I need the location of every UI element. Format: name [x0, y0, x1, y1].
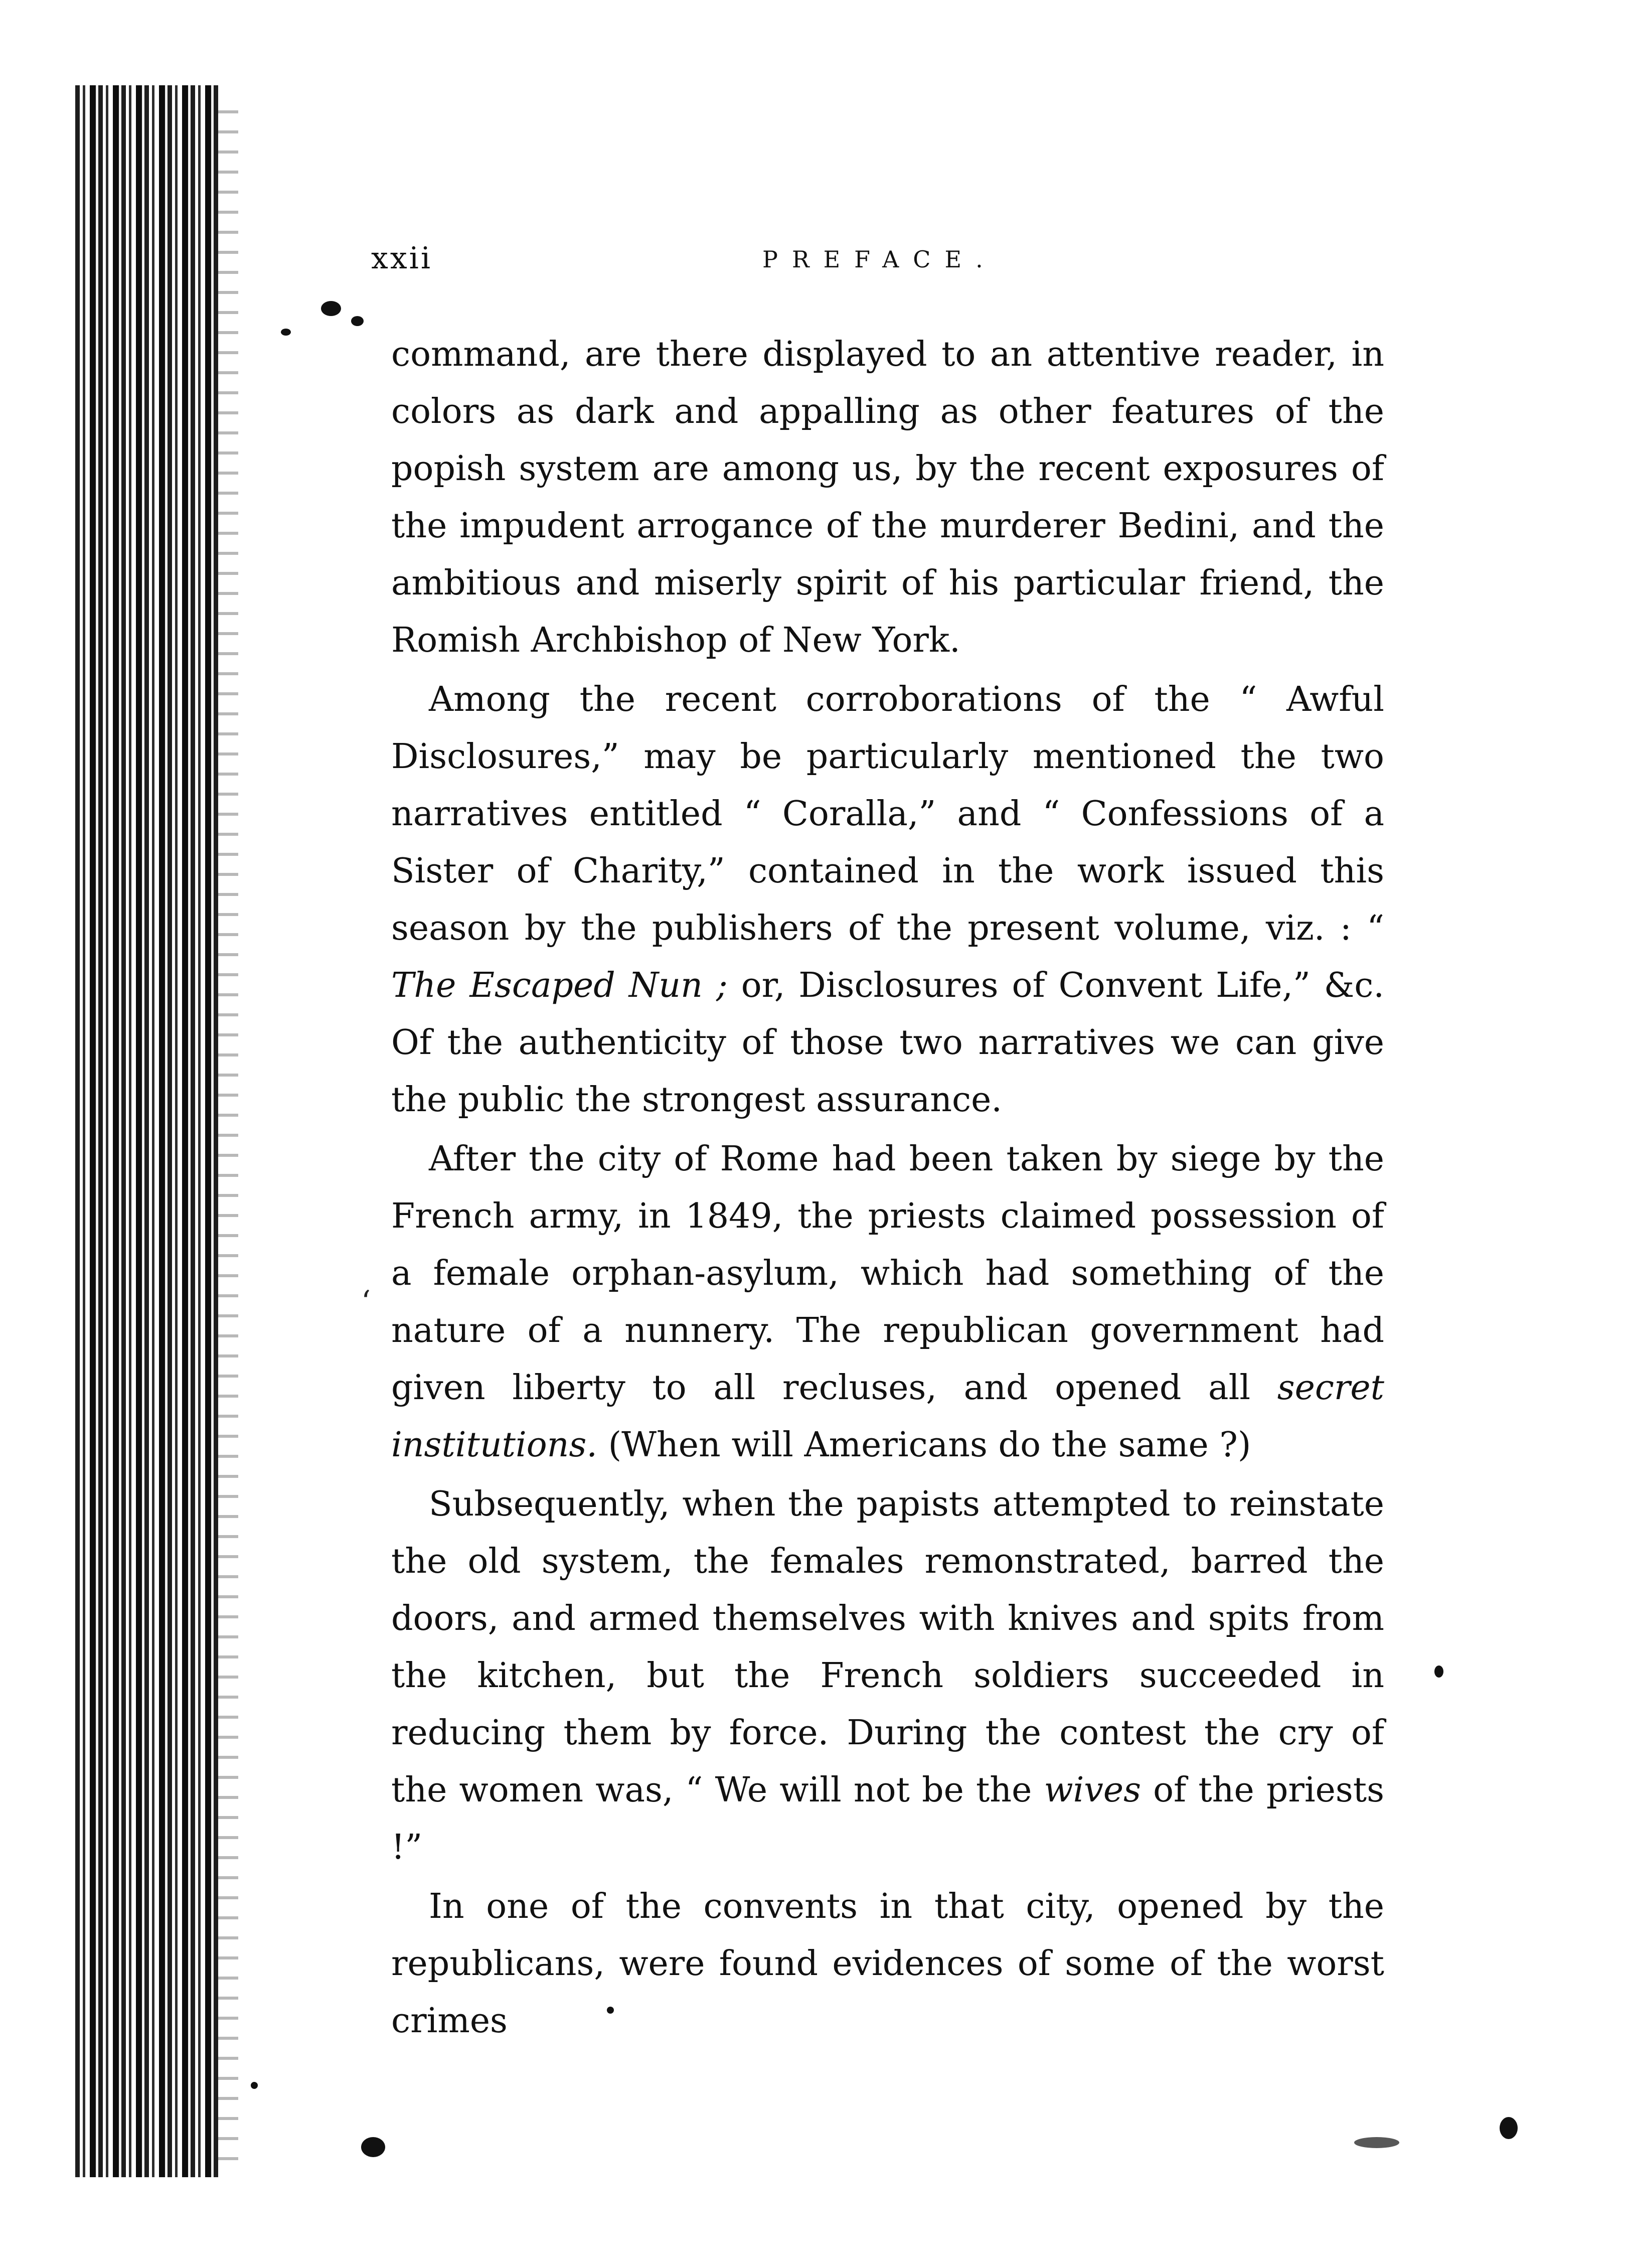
ink-speck	[351, 316, 364, 326]
text-run: After the city of Rome had been taken by siege by the French army, in 1849, the priests claimed possession of a female orphan-asylum, which had something of the nature of a nunnery. The republican government had given liberty to all recluses, and opened all	[391, 1139, 1384, 1408]
page-number: xxii	[371, 241, 433, 276]
italic-text: The Escaped Nun ;	[391, 966, 728, 1005]
text-run: or, Disclosures of Convent Life,” &c. Of the authenticity of those two narratives we can give the public the strongest assurance.	[391, 966, 1385, 1120]
ink-speck	[1354, 2137, 1399, 2148]
binding-edge-texture	[218, 110, 238, 2167]
text-run: In one of the convents in that city, opened by the republicans, were found evidences of some of the worst crimes	[391, 1887, 1384, 2041]
paragraph	[391, 1131, 1384, 1474]
ink-speck	[321, 301, 341, 316]
ink-speck	[1500, 2117, 1518, 2139]
body-text	[391, 326, 1384, 2052]
paragraph	[391, 326, 1384, 669]
page-header	[371, 241, 1434, 286]
ink-speck	[281, 329, 291, 336]
text-run: Among the recent corroborations of the “ Awful Disclosures,” may be particularly mentioned the two narratives entitled “ Coralla,” and “ Confessions of a Sister of Charity,” contained in the work issued this season by the publishers of the present volume, viz. : “	[391, 680, 1384, 948]
margin-mark: ‘	[361, 1284, 371, 1319]
running-head: PREFACE.	[762, 246, 997, 273]
text-run: (When will Americans do the same ?)	[597, 1425, 1251, 1465]
text-run: of the priests !”	[391, 1770, 1384, 1867]
ink-speck	[361, 2137, 385, 2157]
text-run: Subsequently, when the papists attempted to reinstate the old system, the females remonstrated, barred the doors, and armed themselves with knives and spits from the kitchen, but the French soldiers succeeded in reducing them by force. During the contest the cry of the women was, “ We will not be the	[391, 1484, 1384, 1810]
paragraph	[391, 1878, 1384, 2050]
italic-text: wives	[1044, 1770, 1141, 1810]
paragraph	[391, 671, 1384, 1129]
italic-text: secret institutions.	[391, 1368, 1384, 1465]
paragraph	[391, 1476, 1384, 1876]
text-run: command, are there displayed to an attentive reader, in colors as dark and appalling as other features of the popish system are among us, by the recent exposures of the impudent arrogance of the murderer Bedini, and the ambitious and miserly spirit of his particular friend, the Romish Archbishop of New York.	[391, 335, 1384, 660]
ink-speck	[1434, 1666, 1443, 1678]
ink-speck	[251, 2082, 258, 2089]
book-binding-shadow	[75, 85, 218, 2177]
